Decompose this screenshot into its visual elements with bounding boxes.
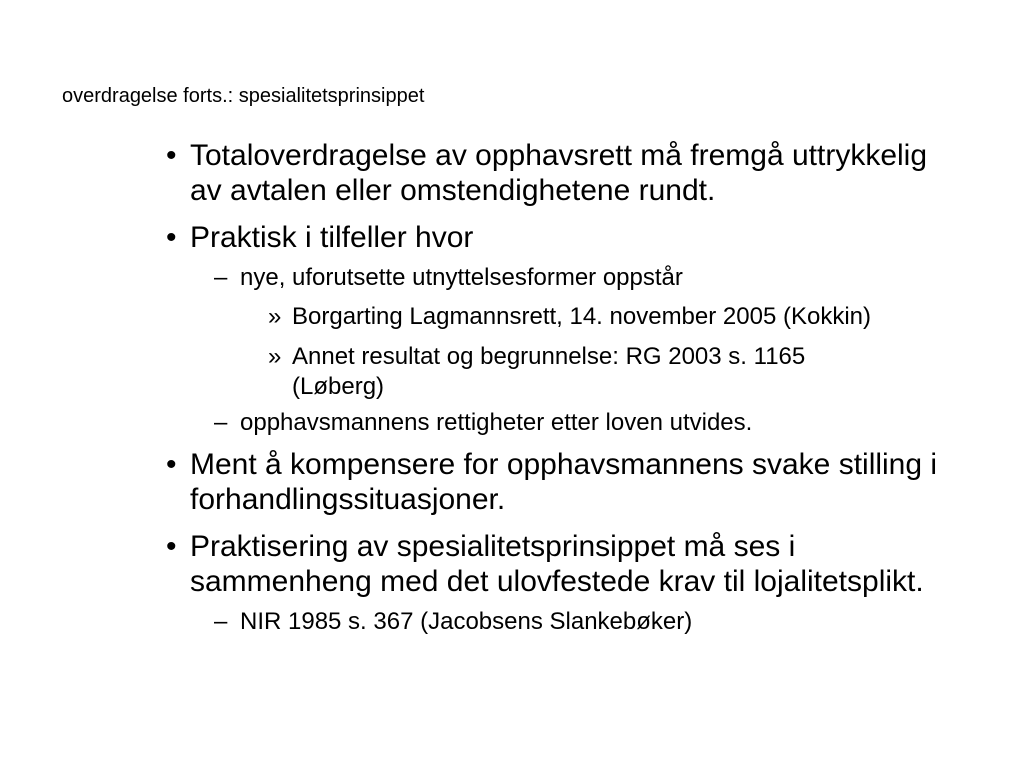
bullet-text: Ment å kompensere for opphavsmannens svake stilling i forhandlingssituasjoner. [190, 448, 938, 516]
guillemet-marker: » [268, 343, 282, 370]
sub-bullet-text: nye, uforutsette utnyttelsesformer oppstår [240, 264, 683, 291]
bullet-item [166, 529, 986, 599]
bullet-text: Praktisk i tilfeller hvor [190, 221, 474, 254]
bullet-marker: • [166, 530, 177, 563]
bullet-text: Totaloverdragelse av opphavsrett må fremgå uttrykkelig av avtalen eller omstendighetene rundt. [190, 139, 928, 207]
sub-bullet-text: opphavsmannens rettigheter etter loven utvides. [240, 409, 753, 436]
bullet-marker: • [166, 221, 177, 254]
sub-sub-bullet-item [268, 342, 986, 402]
dash-marker: – [214, 409, 228, 436]
bullet-marker: • [166, 139, 177, 172]
sub-bullet-item [214, 263, 986, 293]
bullet-item [166, 138, 986, 208]
bullet-item [166, 220, 986, 255]
dash-marker: – [214, 264, 228, 291]
slide-title: overdragelse forts.: spesialitetsprinsippet [62, 85, 425, 107]
bullet-marker: • [166, 448, 177, 481]
bullet-item [166, 447, 986, 517]
sub-bullet-item [214, 607, 986, 637]
bullet-text: Praktisering av spesialitetsprinsippet må ses i sammenheng med det ulovfestede krav til lojalitetsplikt. [190, 530, 924, 598]
sub-bullet-item [214, 408, 986, 438]
sub-sub-bullet-text: Borgarting Lagmannsrett, 14. november 2005 (Kokkin) [292, 303, 871, 330]
dash-marker: – [214, 608, 228, 635]
sub-bullet-text: NIR 1985 s. 367 (Jacobsens Slankebøker) [240, 608, 693, 635]
bullet-list [166, 138, 986, 646]
guillemet-marker: » [268, 303, 282, 330]
sub-sub-bullet-text: Annet resultat og begrunnelse: RG 2003 s. 1165 (Løberg) [292, 343, 806, 400]
sub-sub-bullet-item [268, 302, 986, 332]
